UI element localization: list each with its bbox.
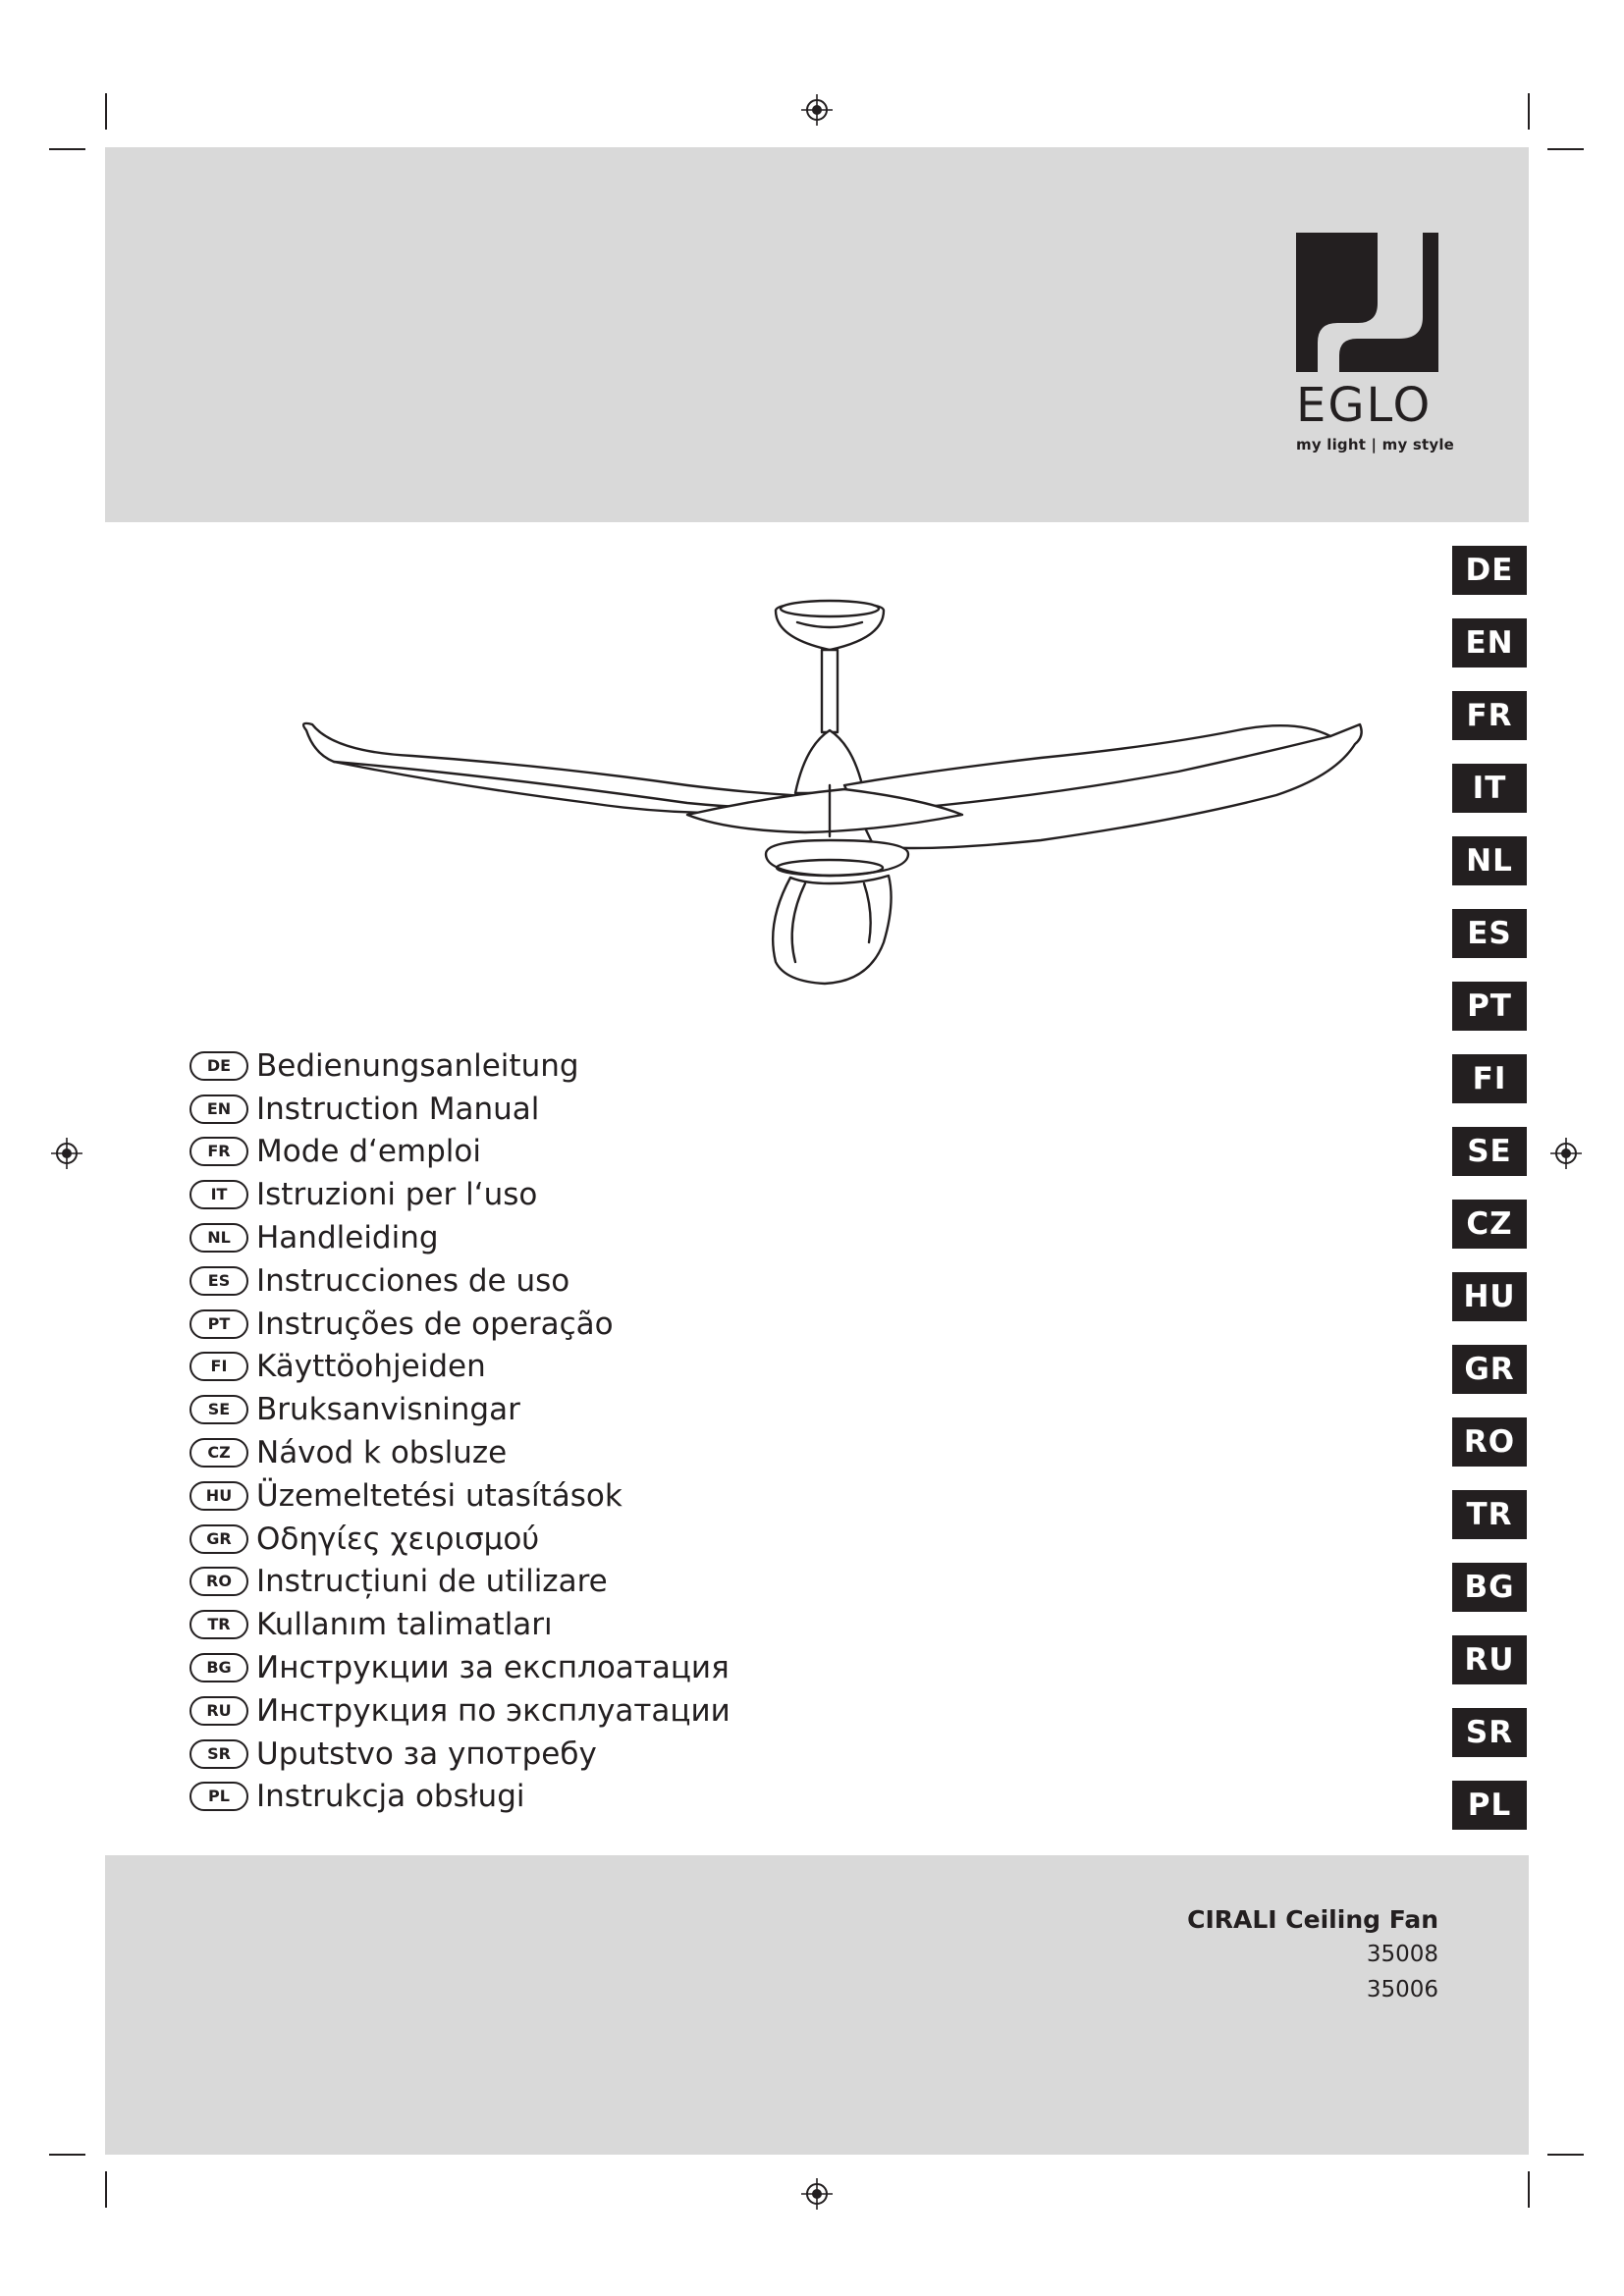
crop-mark-top-left-h [49,148,85,150]
manual-title: Инструкция по эксплуатации [256,1692,731,1729]
manual-title: Bedienungsanleitung [256,1047,579,1084]
list-item [189,1173,731,1216]
product-info [1187,1903,1438,2007]
language-badge: HU [189,1481,248,1511]
list-item [189,1689,731,1733]
brand-name: EGLO [1296,378,1433,433]
language-badge: RO [189,1567,248,1596]
language-tab[interactable]: SE [1452,1127,1527,1176]
list-item [189,1603,731,1646]
language-tab[interactable]: DE [1452,546,1527,595]
list-item [189,1346,731,1389]
product-code: 35008 [1366,1942,1438,1967]
language-tab[interactable]: NL [1452,836,1527,885]
list-item [189,1088,731,1131]
language-badge: PT [189,1309,248,1339]
language-tab[interactable]: IT [1452,764,1527,813]
language-badge: PL [189,1782,248,1811]
crop-mark-bottom-left-v [105,2171,107,2208]
crop-mark-bottom-right-h [1547,2154,1584,2156]
language-badge: FR [189,1137,248,1166]
language-badge: RU [189,1696,248,1726]
language-tab[interactable]: CZ [1452,1200,1527,1249]
crop-mark-bottom-right-v [1528,2171,1530,2208]
list-item [189,1131,731,1174]
language-tab[interactable]: EN [1452,618,1527,667]
language-tab[interactable]: SR [1452,1708,1527,1757]
language-tab[interactable]: RO [1452,1417,1527,1467]
manual-title: Uputstvo за употребу [256,1735,597,1772]
manual-title: Bruksanvisningar [256,1392,520,1428]
language-tab[interactable]: BG [1452,1563,1527,1612]
brand-logo [1296,233,1455,454]
manual-title: Instruções de operação [256,1306,614,1342]
registration-mark-icon [800,2177,834,2211]
language-tab[interactable]: FR [1452,691,1527,740]
list-item [189,1216,731,1259]
language-badge: NL [189,1223,248,1253]
brand-tagline: my light | my style [1296,436,1455,454]
language-badge: BG [189,1653,248,1682]
language-badge: GR [189,1524,248,1554]
language-tab[interactable]: GR [1452,1345,1527,1394]
crop-mark-top-left-v [105,93,107,130]
language-tab[interactable]: HU [1452,1272,1527,1321]
manual-title: Instruction Manual [256,1091,540,1127]
list-item [189,1431,731,1474]
list-item [189,1646,731,1689]
manual-title: Návod k obsluze [256,1435,508,1471]
list-item [189,1474,731,1518]
list-item [189,1044,731,1088]
manual-title: Οδηγίες χειρισμού [256,1521,540,1557]
language-badge: DE [189,1051,248,1081]
list-item [189,1259,731,1303]
language-badge: SE [189,1395,248,1424]
product-name: CIRALI Ceiling Fan [1187,1905,1438,1934]
manual-title: Instrucțiuni de utilizare [256,1564,608,1600]
manual-title: Instrukcja obsługi [256,1779,525,1815]
language-tab[interactable]: TR [1452,1490,1527,1539]
list-item [189,1518,731,1561]
language-tab[interactable]: RU [1452,1635,1527,1684]
manual-title: Инструкции за експлоатация [256,1650,730,1686]
list-item [189,1561,731,1604]
manual-title: Handleiding [256,1220,439,1256]
product-code: 35006 [1366,1977,1438,2002]
language-tab[interactable]: FI [1452,1054,1527,1103]
registration-mark-icon [800,93,834,127]
list-item [189,1388,731,1431]
list-item [189,1776,731,1819]
manual-title: Instrucciones de uso [256,1262,570,1299]
eglo-logo-mark-icon [1296,233,1438,372]
manual-title: Mode d‘emploi [256,1134,481,1170]
manual-title: Kullanım talimatları [256,1607,553,1643]
manual-title: Üzemeltetési utasítások [256,1477,623,1514]
language-badge: TR [189,1610,248,1639]
list-item [189,1733,731,1776]
manual-title: Käyttöohjeiden [256,1349,486,1385]
language-tab[interactable]: PT [1452,982,1527,1031]
language-tab[interactable]: ES [1452,909,1527,958]
list-item [189,1303,731,1346]
crop-mark-top-right-v [1528,93,1530,130]
manual-title: Istruzioni per l‘uso [256,1177,538,1213]
language-badge: CZ [189,1438,248,1468]
crop-mark-top-right-h [1547,148,1584,150]
language-badge: SR [189,1739,248,1769]
language-badge: IT [189,1180,248,1209]
language-badge: EN [189,1095,248,1124]
language-badge: FI [189,1352,248,1381]
language-badge: ES [189,1266,248,1296]
registration-mark-icon [50,1137,83,1170]
ceiling-fan-illustration [295,589,1375,1001]
registration-mark-icon [1549,1137,1583,1170]
manual-title-list [189,1044,731,1818]
crop-mark-bottom-left-h [49,2154,85,2156]
language-tab[interactable]: PL [1452,1781,1527,1830]
